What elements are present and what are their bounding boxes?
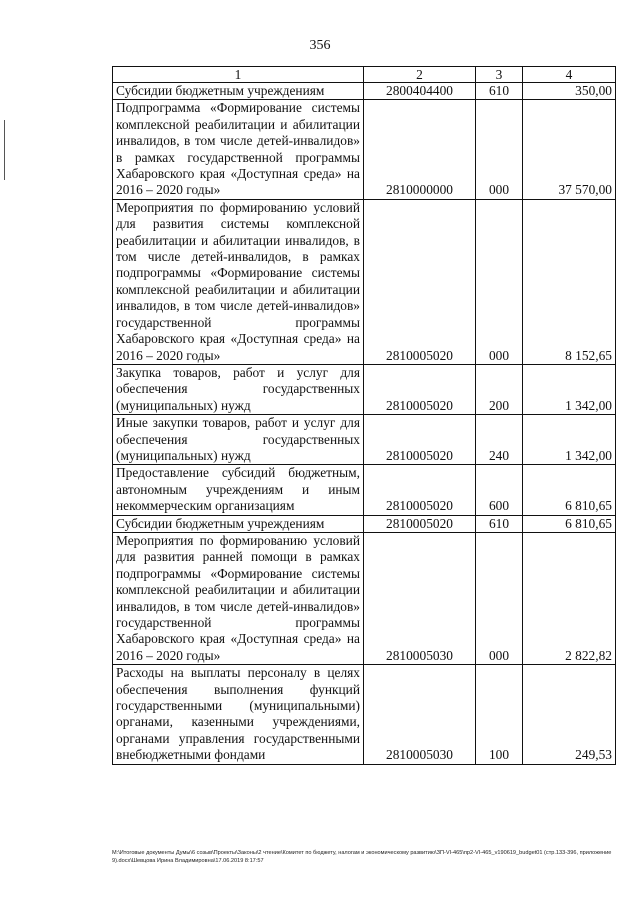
document-path-footer: M:\Итоговые документы Думы\6 созыв\Проекты\Законы\2 чтение\Комитет по бюджету, налогам и экономическому развитию\ЗП-VI-465\пр2-VI-465_v190619_budget01 (стр.133-396, приложение 9).docx\Шевцова Ирина Владимировна\17.06.2019 8:17:57 bbox=[112, 850, 612, 864]
table-row bbox=[113, 100, 616, 199]
row-kind: 000 bbox=[476, 199, 523, 364]
row-kind: 000 bbox=[476, 100, 523, 199]
table-row bbox=[113, 199, 616, 364]
row-amount: 6 810,65 bbox=[523, 515, 616, 532]
row-name: Мероприятия по формированию условий для развития ранней помощи в рамках подпрограммы «Формирование системы комплексной реабилитации и абилитации инвалидов, в том числе детей-инвалидов» государственной программы Хабаровского края «Доступная среда» на 2016 – 2020 годы» bbox=[113, 532, 364, 664]
row-name: Расходы на выплаты персоналу в целях обеспечения выполнения функций государственными (муниципальными) органами, казенными учреждениями, органами управления государственными внебюджетными фондами bbox=[113, 665, 364, 764]
row-code: 2810005030 bbox=[364, 665, 476, 764]
row-kind: 240 bbox=[476, 415, 523, 465]
header-col-1: 1 bbox=[113, 67, 364, 83]
row-amount: 6 810,65 bbox=[523, 465, 616, 515]
budget-table bbox=[112, 66, 616, 765]
row-kind: 610 bbox=[476, 83, 523, 100]
row-code: 2810005020 bbox=[364, 415, 476, 465]
row-code: 2810005020 bbox=[364, 364, 476, 414]
table-row bbox=[113, 465, 616, 515]
row-name: Закупка товаров, работ и услуг для обеспечения государственных (муниципальных) нужд bbox=[113, 364, 364, 414]
table-row bbox=[113, 83, 616, 100]
header-col-4: 4 bbox=[523, 67, 616, 83]
row-amount: 1 342,00 bbox=[523, 415, 616, 465]
row-kind: 600 bbox=[476, 465, 523, 515]
row-name: Предоставление субсидий бюджетным, автономным учреждениям и иным некоммерческим организациям bbox=[113, 465, 364, 515]
row-amount: 37 570,00 bbox=[523, 100, 616, 199]
row-name: Подпрограмма «Формирование системы комплексной реабилитации и абилитации инвалидов, в том числе детей-инвалидов» в рамках государственной программы Хабаровского края «Доступная среда» на 2016 – 2020 годы» bbox=[113, 100, 364, 199]
row-name: Субсидии бюджетным учреждениям bbox=[113, 83, 364, 100]
row-kind: 200 bbox=[476, 364, 523, 414]
row-amount: 350,00 bbox=[523, 83, 616, 100]
row-kind: 610 bbox=[476, 515, 523, 532]
header-col-3: 3 bbox=[476, 67, 523, 83]
table-row bbox=[113, 415, 616, 465]
row-kind: 100 bbox=[476, 665, 523, 764]
table-header-row bbox=[113, 67, 616, 83]
table-row bbox=[113, 515, 616, 532]
row-name: Субсидии бюджетным учреждениям bbox=[113, 515, 364, 532]
row-name: Иные закупки товаров, работ и услуг для обеспечения государственных (муниципальных) нужд bbox=[113, 415, 364, 465]
row-name: Мероприятия по формированию условий для развития системы комплексной реабилитации и абилитации инвалидов, в том числе детей-инвалидов, в рамках подпрограммы «Формирование системы комплексной реабилитации и абилитации инвалидов, в том числе детей-инвалидов» государственной программы Хабаровского края «Доступная среда» на 2016 – 2020 годы» bbox=[113, 199, 364, 364]
row-code: 2810005020 bbox=[364, 515, 476, 532]
row-amount: 1 342,00 bbox=[523, 364, 616, 414]
row-code: 2810005020 bbox=[364, 465, 476, 515]
row-amount: 2 822,82 bbox=[523, 532, 616, 664]
row-code: 2810005030 bbox=[364, 532, 476, 664]
row-amount: 249,53 bbox=[523, 665, 616, 764]
row-code: 2800404400 bbox=[364, 83, 476, 100]
table-row bbox=[113, 364, 616, 414]
table-row bbox=[113, 665, 616, 764]
row-amount: 8 152,65 bbox=[523, 199, 616, 364]
scan-edge-mark bbox=[4, 120, 5, 180]
row-kind: 000 bbox=[476, 532, 523, 664]
row-code: 2810000000 bbox=[364, 100, 476, 199]
table-row bbox=[113, 532, 616, 664]
page-number: 356 bbox=[309, 38, 331, 53]
row-code: 2810005020 bbox=[364, 199, 476, 364]
header-col-2: 2 bbox=[364, 67, 476, 83]
